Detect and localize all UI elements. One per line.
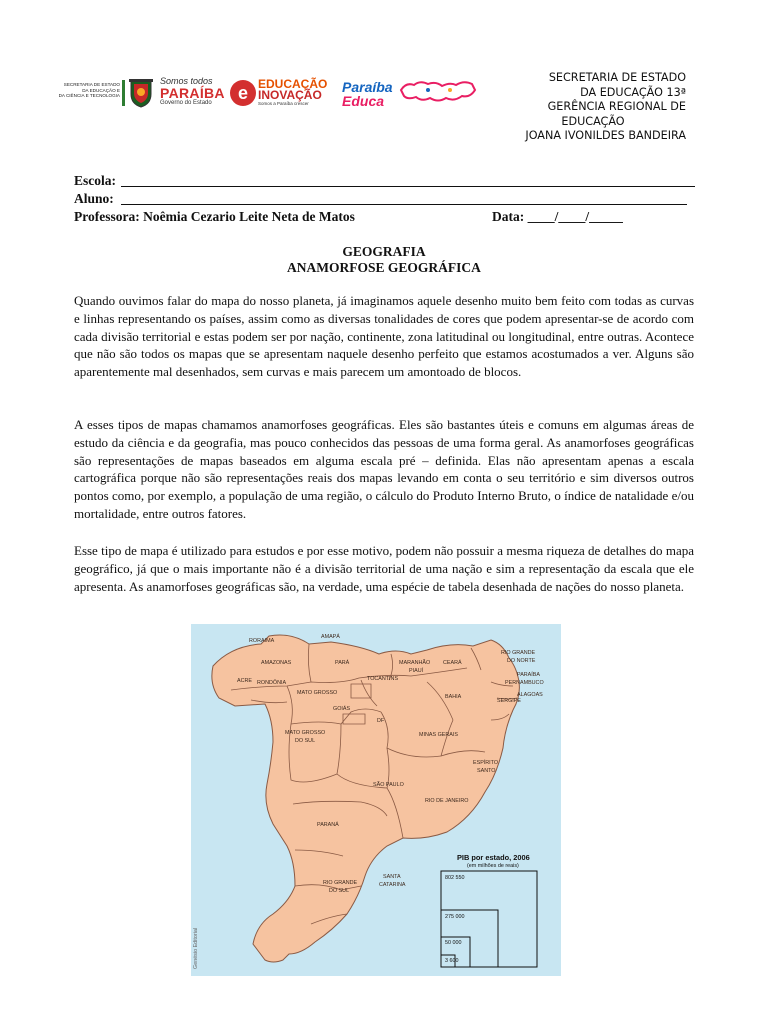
paraiba-educa-line2: Educa: [342, 93, 385, 109]
state-label: ESPÍRITO: [473, 760, 499, 766]
header-line: DA EDUCAÇÃO 13ª: [580, 85, 686, 99]
map-credit: Genésio Editorial: [193, 927, 199, 969]
subject-title: GEOGRAFIA: [342, 244, 426, 259]
state-label: DO SUL: [295, 738, 316, 744]
paraiba-logo-small: Somos todos: [160, 76, 213, 86]
state-label: RIO DE JANEIRO: [425, 798, 469, 804]
header-line: GERÊNCIA REGIONAL DE: [547, 100, 686, 113]
state-label: SANTO: [477, 768, 496, 774]
state-label: BAHIA: [445, 694, 462, 700]
paraiba-educa-logo: [342, 80, 393, 108]
state-label: PERNAMBUCO: [505, 680, 544, 686]
legend-value: 802 550: [445, 875, 465, 881]
legend-value: 275 000: [445, 914, 465, 920]
paragraph-1: Quando ouvimos falar do mapa do nosso planeta, já imaginamos aquele desenho muito bem feito com todas as curvas e linhas representando os países, assim como as diversas tonalidades de cores que podem apresentar-se de acordo com cada divisão territorial e estas podem ser por nação, continente, zona latitudinal ou longitudinal, entre outras. Acontece que não são todos os mapas que se apresentam naquele desenho perfeito que estamos acostumados a ver. Alguns são aparentemente mal desenhados, sem curvas e mais parecem um amontoado de blocos.: [74, 293, 694, 380]
paragraph-2: A esses tipos de mapas chamamos anamorfoses geográficas. Eles são bastantes úteis e comuns em algumas áreas de estudo da ciência e da geografia, mas pouco conhecidos das pessoas de uma forma geral. As anamorfoses geográficas são representações de mapas baseados em alguma escala pré – definida. Elas não apresentam apenas a escala cartográfica porque não são representações reais dos mapas levando em conta o seu território e sim diversos outros pontos como, por exemplo, a população de uma região, o cálculo do Produto Interno Bruto, o índice de natalidade e/ou mortalidade, entre outros fatores.: [74, 417, 694, 521]
state-label: AMAZONAS: [261, 660, 292, 666]
aluno-label: Aluno:: [74, 191, 114, 206]
educacao-logo-line2: INOVAÇÃO: [258, 88, 322, 102]
state-label: MATO GROSSO: [297, 690, 338, 696]
paraiba-logo-big: PARAÍBA: [160, 85, 225, 101]
educacao-logo-sub: Somos a Paraíba crescer: [258, 101, 309, 106]
state-label: TOCANTINS: [367, 676, 399, 682]
secretaria-logo: [48, 82, 120, 99]
state-label: MARANHÃO: [399, 660, 431, 666]
secretaria-header: [486, 71, 686, 144]
state-label: SÃO PAULO: [373, 782, 404, 788]
state-label: MINAS GERAIS: [419, 732, 458, 738]
state-label: RONDÔNIA: [257, 680, 287, 686]
state-label: ALAGOAS: [517, 692, 543, 698]
state-label: DO SUL: [329, 888, 350, 894]
header-line: SECRETARIA DE ESTADO: [548, 71, 686, 84]
paraiba-crest-icon: [127, 78, 155, 108]
aluno-field[interactable]: [121, 204, 687, 205]
state-label: RORAIMA: [249, 638, 275, 644]
state-label: RIO GRANDE: [323, 880, 358, 886]
legend-unit: (em milhões de reais): [467, 863, 519, 869]
state-label: PARANÁ: [317, 822, 339, 828]
state-label: GOIÁS: [333, 706, 351, 712]
topic-title: ANAMORFOSE GEOGRÁFICA: [287, 260, 481, 275]
educacao-e-icon: e: [230, 80, 256, 106]
paraiba-educa-line1: Paraíba: [342, 79, 393, 95]
paraiba-logo-sub: Governo do Estado: [160, 100, 212, 106]
state-label: MATO GROSSO: [285, 730, 326, 736]
state-label: PARAÍBA: [517, 672, 540, 678]
state-label: AMAPÁ: [321, 634, 340, 640]
escola-label: Escola:: [74, 173, 116, 188]
state-label: CATARINA: [379, 882, 406, 888]
state-label: SERGIPE: [497, 698, 521, 704]
state-label: PARÁ: [335, 660, 350, 666]
professora-label: Professora: Noêmia Cezario Leite Neta de Matos: [74, 209, 355, 224]
state-label: SANTA: [383, 874, 401, 880]
state-label: PIAUÍ: [409, 668, 424, 674]
data-field[interactable]: Data: ____/____/_____: [492, 209, 623, 224]
paraiba-logo: [160, 76, 224, 107]
escola-field[interactable]: [121, 186, 695, 187]
header-line: EDUCAÇÃO: [561, 114, 625, 128]
header-line: JOANA IVONILDES BANDEIRA: [525, 129, 686, 142]
legend-value: 3 600: [445, 958, 459, 964]
legend-title: PIB por estado, 2006: [457, 853, 530, 862]
paragraph-3: Esse tipo de mapa é utilizado para estudos e por esse motivo, podem não possuir a mesma riqueza de detalhes do mapa geográfico, já que o mais importante não é a divisão territorial de uma nação e sim a representação da escala que ele apresenta. As anamorfoses geográficas são, na verdade, uma espécie de tabela desenhada de nações do nosso planeta.: [74, 543, 694, 594]
educacao-logo-line1: EDUCAÇÃO: [258, 77, 328, 91]
logo-divider: [122, 80, 125, 106]
legend-value: 50 000: [445, 940, 462, 946]
secretaria-logo-line: SECRETARIA DE ESTADO: [63, 82, 120, 87]
state-label: ACRE: [237, 678, 252, 684]
map-svg: [191, 624, 561, 976]
state-label: CEARÁ: [443, 660, 462, 666]
state-label: RIO GRANDE: [501, 650, 536, 656]
secretaria-logo-line: DA CIÊNCIA E TECNOLOGIA: [58, 93, 120, 99]
anamorphosis-map: [191, 624, 561, 976]
state-label: DF: [377, 718, 385, 724]
educacao-logo: [258, 79, 327, 107]
secretaria-logo-line: DA EDUCAÇÃO E: [82, 87, 120, 93]
paraiba-map-icon: [398, 76, 478, 106]
state-label: DO NORTE: [507, 658, 536, 664]
